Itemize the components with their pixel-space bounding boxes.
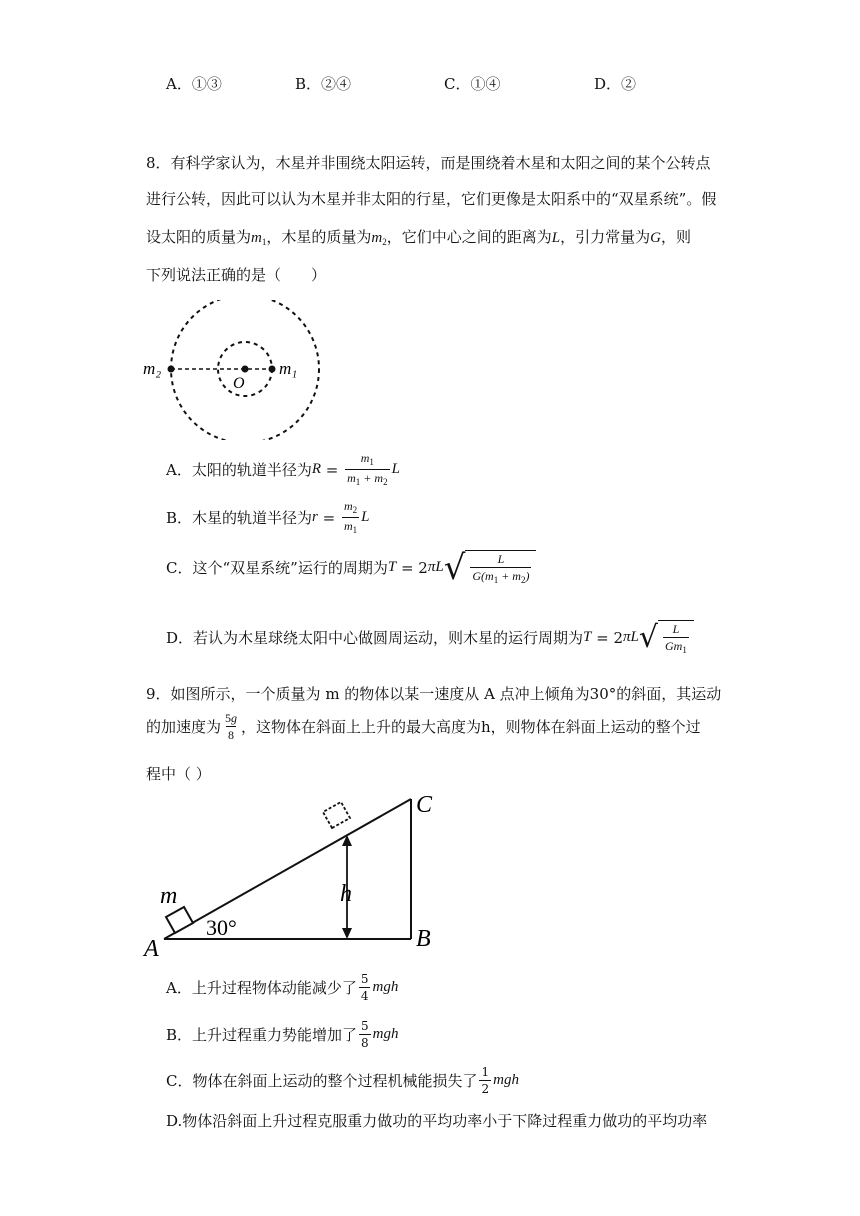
q9-option-c: C．物体在斜面上运动的整个过程机械能损失了 $\frac{1}{2}$ mgh: [166, 1065, 519, 1096]
q8-stem-line-3: 设太阳的质量为$m_1$，木星的质量为$m_2$，它们中心之间的距离为L，引力常量为G，则: [146, 228, 691, 247]
block-top-dashed: [323, 802, 350, 828]
q8-option-a: A．太阳的轨道半径为 R = $\frac{m_1}{m_1 + m_2}$ L: [166, 451, 400, 487]
label-angle: 30°: [206, 915, 237, 940]
q8-option-d: D．若认为木星球绕太阳中心做圆周运动，则木星的运行周期为 T = 2 πL √ $\frac{L}{Gm_1}$: [166, 620, 694, 655]
q7-option-a: A．①③: [166, 75, 222, 93]
q7-option-c: C．①④: [444, 75, 501, 93]
q8-stem-line-2: 进行公转，因此可以认为木星并非太阳的行星，它们更像是太阳系中的“双星系统”。假: [146, 190, 717, 208]
incline-figure: [140, 788, 450, 960]
block-bottom: [166, 907, 193, 933]
q9-option-b: B．上升过程重力势能增加了 $\frac{5}{8}$ mgh: [166, 1019, 399, 1050]
q9-stem-line-3: 程中（ ）: [146, 765, 211, 783]
label-o: O: [233, 375, 245, 392]
center-point: [242, 366, 249, 373]
sun-point: [269, 366, 276, 373]
q9-option-a: A．上升过程物体动能减少了 $\frac{5}{4}$ mgh: [166, 972, 399, 1003]
incline-surface: [164, 799, 411, 939]
label-m: m: [160, 883, 178, 909]
q8-stem-line-1: 8．有科学家认为，木星并非围绕太阳运转，而是围绕着木星和太阳之间的某个公转点: [146, 154, 711, 172]
arrow-head-bottom: [342, 928, 352, 939]
label-a: A: [144, 936, 159, 960]
label-h: h: [340, 881, 352, 907]
binary-star-figure: [140, 300, 340, 440]
label-b: B: [416, 926, 431, 952]
q9-stem-line-1: 9．如图所示，一个质量为 m 的物体以某一速度从 A 点冲上倾角为30°的斜面，其运动: [146, 685, 722, 703]
label-m2: m₂: [143, 359, 162, 378]
label-c: C: [416, 792, 433, 818]
q9-option-d: D.物体沿斜面上升过程克服重力做功的平均功率小于下降过程重力做功的平均功率: [166, 1112, 708, 1130]
q8-option-c: C．这个“双星系统”运行的周期为 T = 2 πL √ $\frac{L}{G(m_1 + m_2)}$: [166, 550, 536, 585]
q7-option-d: D．②: [594, 75, 637, 93]
label-m1: m₁: [279, 359, 298, 378]
q8-stem-line-4: 下列说法正确的是（ ）: [146, 266, 327, 284]
q9-stem-line-2: 的加速度为 $\frac{5g}{8}$ ，这物体在斜面上上升的最大高度为h，则物体在斜面上运动的整个过: [146, 711, 701, 742]
q7-option-b: B．②④: [295, 75, 352, 93]
q8-option-b: B．木星的轨道半径为 r = $\frac{m_2}{m_1}$ L: [166, 499, 370, 535]
jupiter-point: [168, 366, 175, 373]
